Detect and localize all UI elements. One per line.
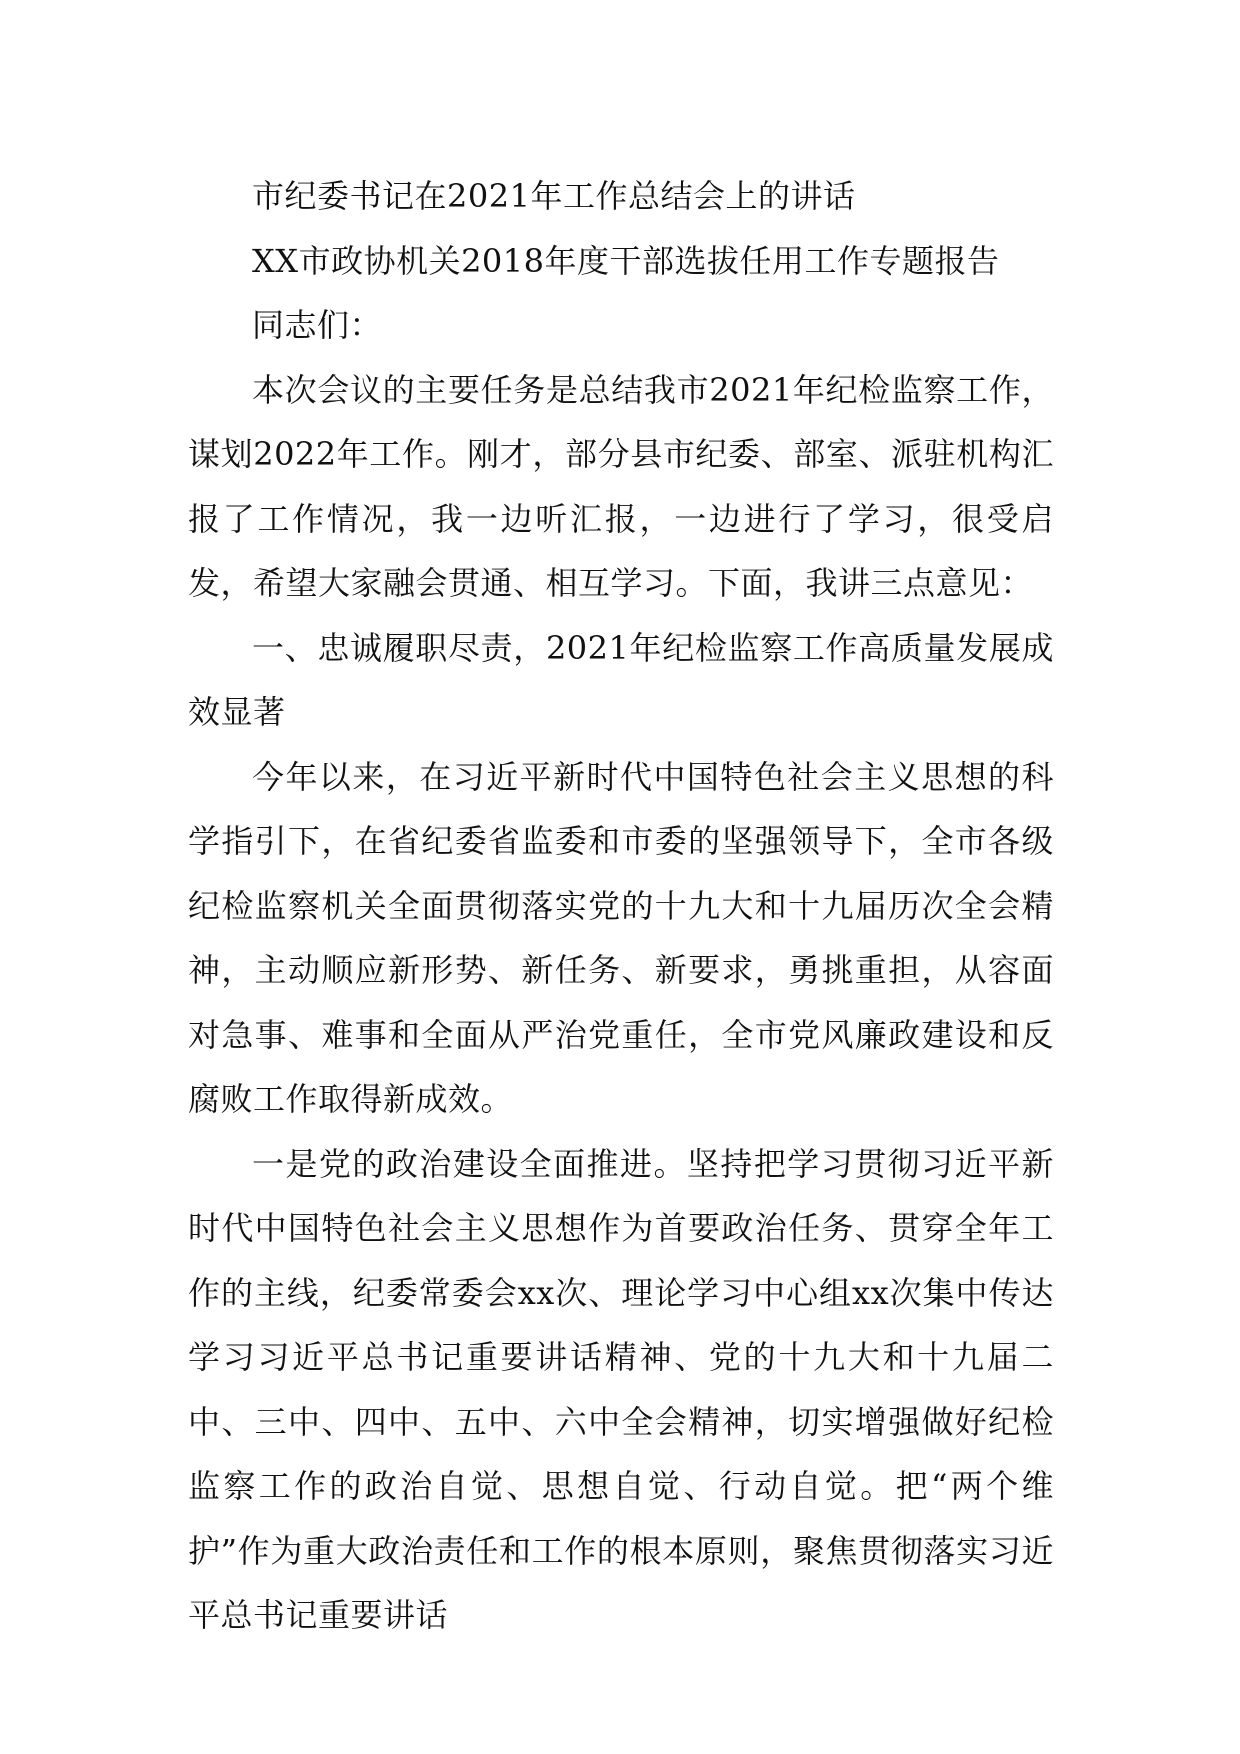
section-heading-1: 一、忠诚履职尽责，2021年纪检监察工作高质量发展成效显著 xyxy=(188,628,1054,731)
paragraph-summary: 今年以来，在习近平新时代中国特色社会主义思想的科学指引下，在省纪委省监委和市委的坚强领导下，全市各级纪检监察机关全面贯彻落实党的十九大和十九届历次全会精神，主动顺应新形势、新任务、新要求，勇挑重担，从容面对急事、难事和全面从严治党重任，全市党风廉政建设和反腐败工作取得新成效。 xyxy=(188,757,1054,1118)
document-body xyxy=(188,164,1054,1648)
report-title: XX市政协机关2018年度干部选拔任用工作专题报告 xyxy=(252,241,1000,280)
paragraph-political-building: 一是党的政治建设全面推进。坚持把学习贯彻习近平新时代中国特色社会主义思想作为首要政治任务、贯穿全年工作的主线，纪委常委会xx次、理论学习中心组xx次集中传达学习习近平总书记重要讲话精神、党的十九大和十九届二中、三中、四中、五中、六中全会精神，切实增强做好纪检监察工作的政治自觉、思想自觉、行动自觉。把“两个维护”作为重大政治责任和工作的根本原则，聚焦贯彻落实习近平总书记重要讲话 xyxy=(188,1144,1054,1634)
salutation: 同志们： xyxy=(252,306,383,344)
speech-title: 市纪委书记在2021年工作总结会上的讲话 xyxy=(252,177,856,215)
paragraph-intro: 本次会议的主要任务是总结我市2021年纪检监察工作，谋划2022年工作。刚才，部分县市纪委、部室、派驻机构汇报了工作情况，我一边听汇报，一边进行了学习，很受启发，希望大家融会贯通、相互学习。下面，我讲三点意见： xyxy=(188,370,1054,602)
